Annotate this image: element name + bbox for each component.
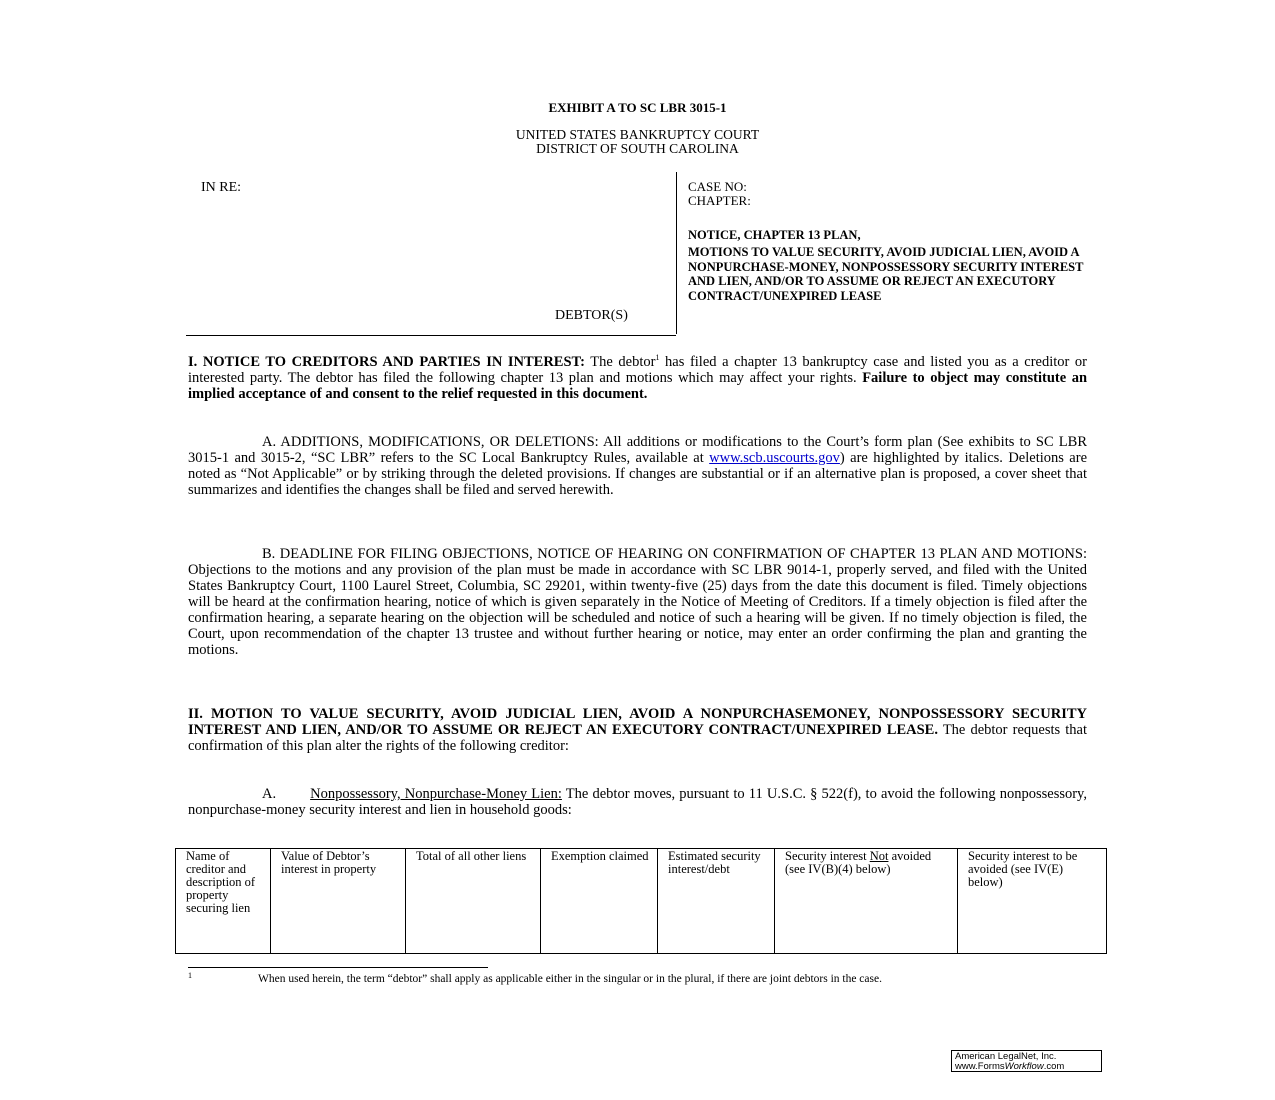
debtors-label: DEBTOR(S)	[555, 308, 628, 323]
court-line-1: UNITED STATES BANKRUPTCY COURT	[515, 127, 760, 142]
paragraph-b-deadline: B. DEADLINE FOR FILING OBJECTIONS, NOTICE OF HEARING ON CONFIRMATION OF CHAPTER 13 PLAN AND MOTIONS: Objections to the motions and any provision of the plan must be made in accordance with SC LBR 9014-1, properly served, and filed with the United States Bankruptcy Court, 1100 Laurel Street, Columbia, SC 29201, within twenty-five (25) days from the date this document is filed. Timely objections will be heard at the confirmation hearing, notice of which is given separately in the Notice of Meeting of Creditors. If a timely objection is filed after the confirmation hearing, a separate hearing on the objection will be scheduled and notice of such a hearing will be given. If no timely objection is filed, the Court, upon recommendation of the chapter 13 trustee and without further hearing or notice, may enter an order confirming the plan and granting the motions.	[188, 546, 1087, 658]
section-1-text-a: The debtor	[584, 354, 656, 370]
paragraph-a-text-a: A. ADDITIONS, MODIFICATIONS, OR DELETIONS: All additions or modifications to the Court’s form plan (See exhibits to SC LBR 3015-1 and 3015-2, “SC LBR” refers to the SC Local Bankruptcy Rules, available at	[188, 434, 1087, 466]
court-name	[0, 128, 1275, 156]
subsection-a-label: A.	[262, 786, 277, 802]
section-1-notice	[188, 354, 1087, 402]
case-no-label: CASE NO:	[688, 179, 747, 194]
footnote-divider	[188, 967, 488, 968]
failure-to-object-warning: Failure to object may constitute an implied acceptance of and consent to the relief requested in this document.	[188, 370, 1088, 402]
subsection-a-text: The debtor moves, pursuant to 11 U.S.C. § 522(f), to avoid the following nonpossessory, nonpurchase-money security interest and lien in household goods:	[188, 786, 1087, 818]
in-re-label: IN RE:	[201, 180, 242, 195]
subsection-a-lien	[188, 786, 1087, 818]
chapter-label: CHAPTER:	[688, 193, 751, 208]
col-estimated-security-interest: Estimated security interest/debt	[658, 849, 775, 954]
case-info	[688, 180, 751, 208]
caption-divider-vertical	[676, 172, 677, 334]
col-debtor-interest-value: Value of Debtor’s interest in property	[271, 849, 406, 954]
section-1-heading: I. NOTICE TO CREDITORS AND PARTIES IN INTEREST:	[188, 354, 585, 370]
footnote-ref[interactable]: 1	[655, 353, 660, 363]
court-line-2: DISTRICT OF SOUTH CAROLINA	[536, 141, 739, 156]
paragraph-a-text-b: ) are highlighted by italics. Deletions are noted as “Not Applicable” or by striking through the deleted provisions. If changes are substantial or if an alternative plan is proposed, a cover sheet that summarizes and identifies the changes shall be filed and served herewith.	[188, 450, 1088, 498]
legalnet-stamp	[951, 1050, 1102, 1072]
exhibit-title: EXHIBIT A TO SC LBR 3015-1	[548, 100, 727, 115]
subsection-a-title: Nonpossessory, Nonpurchase-Money Lien:	[310, 786, 562, 802]
paragraph-a-additions	[188, 434, 1087, 498]
section-2-text: The debtor requests that confirmation of this plan alter the rights of the following creditor:	[188, 722, 1087, 754]
section-2-motion	[188, 706, 1087, 754]
lien-avoidance-table	[175, 848, 1107, 954]
col-security-not-avoided: Security interest Not avoided (see IV(B)(4) below)	[775, 849, 958, 954]
section-1-text-b: has filed a chapter 13 bankruptcy case and listed you as a creditor or interested party. The debtor has filed the following chapter 13 plan and motions which may affect your rights.	[188, 354, 1088, 386]
not-underlined: Not	[869, 849, 889, 863]
section-2-heading: II. MOTION TO VALUE SECURITY, AVOID JUDICIAL LIEN, AVOID A NONPURCHASEMONEY, NONPOSSESSORY SECURITY INTEREST AND LIEN, AND/OR TO ASSUME OR REJECT AN EXECUTORY CONTRACT/UNEXPIRED LEASE.	[188, 706, 1087, 738]
table-header-row	[176, 849, 1107, 954]
motions-title: MOTIONS TO VALUE SECURITY, AVOID JUDICIAL LIEN, AVOID A NONPURCHASE-MONEY, NONPOSSESSORY SECURITY INTEREST AND LIEN, AND/OR TO ASSUME OR REJECT AN EXECUTORY CONTRACT/UNEXPIRED LEASE	[688, 245, 1084, 303]
footnote-number: 1	[188, 971, 192, 980]
col-total-other-liens: Total of all other liens	[406, 849, 541, 954]
caption-divider-horizontal	[186, 335, 676, 336]
col-security-to-be-avoided: Security interest to be avoided (see IV(E) below)	[958, 849, 1107, 954]
court-website-link[interactable]: www.scb.uscourts.gov	[709, 450, 840, 466]
stamp-line-2: www.FormsWorkflow.com	[955, 1061, 1065, 1072]
footnote-text: When used herein, the term “debtor” shall apply as applicable either in the singular or in the plural, if there are joint debtors in the case.	[258, 973, 882, 985]
stamp-line-1: American LegalNet, Inc.	[955, 1051, 1057, 1062]
footnote	[188, 973, 1048, 986]
col-exemption-claimed: Exemption claimed	[541, 849, 658, 954]
col-creditor-name: Name of creditor and description of property securing lien	[176, 849, 271, 954]
notice-title: NOTICE, CHAPTER 13 PLAN,	[688, 228, 861, 242]
